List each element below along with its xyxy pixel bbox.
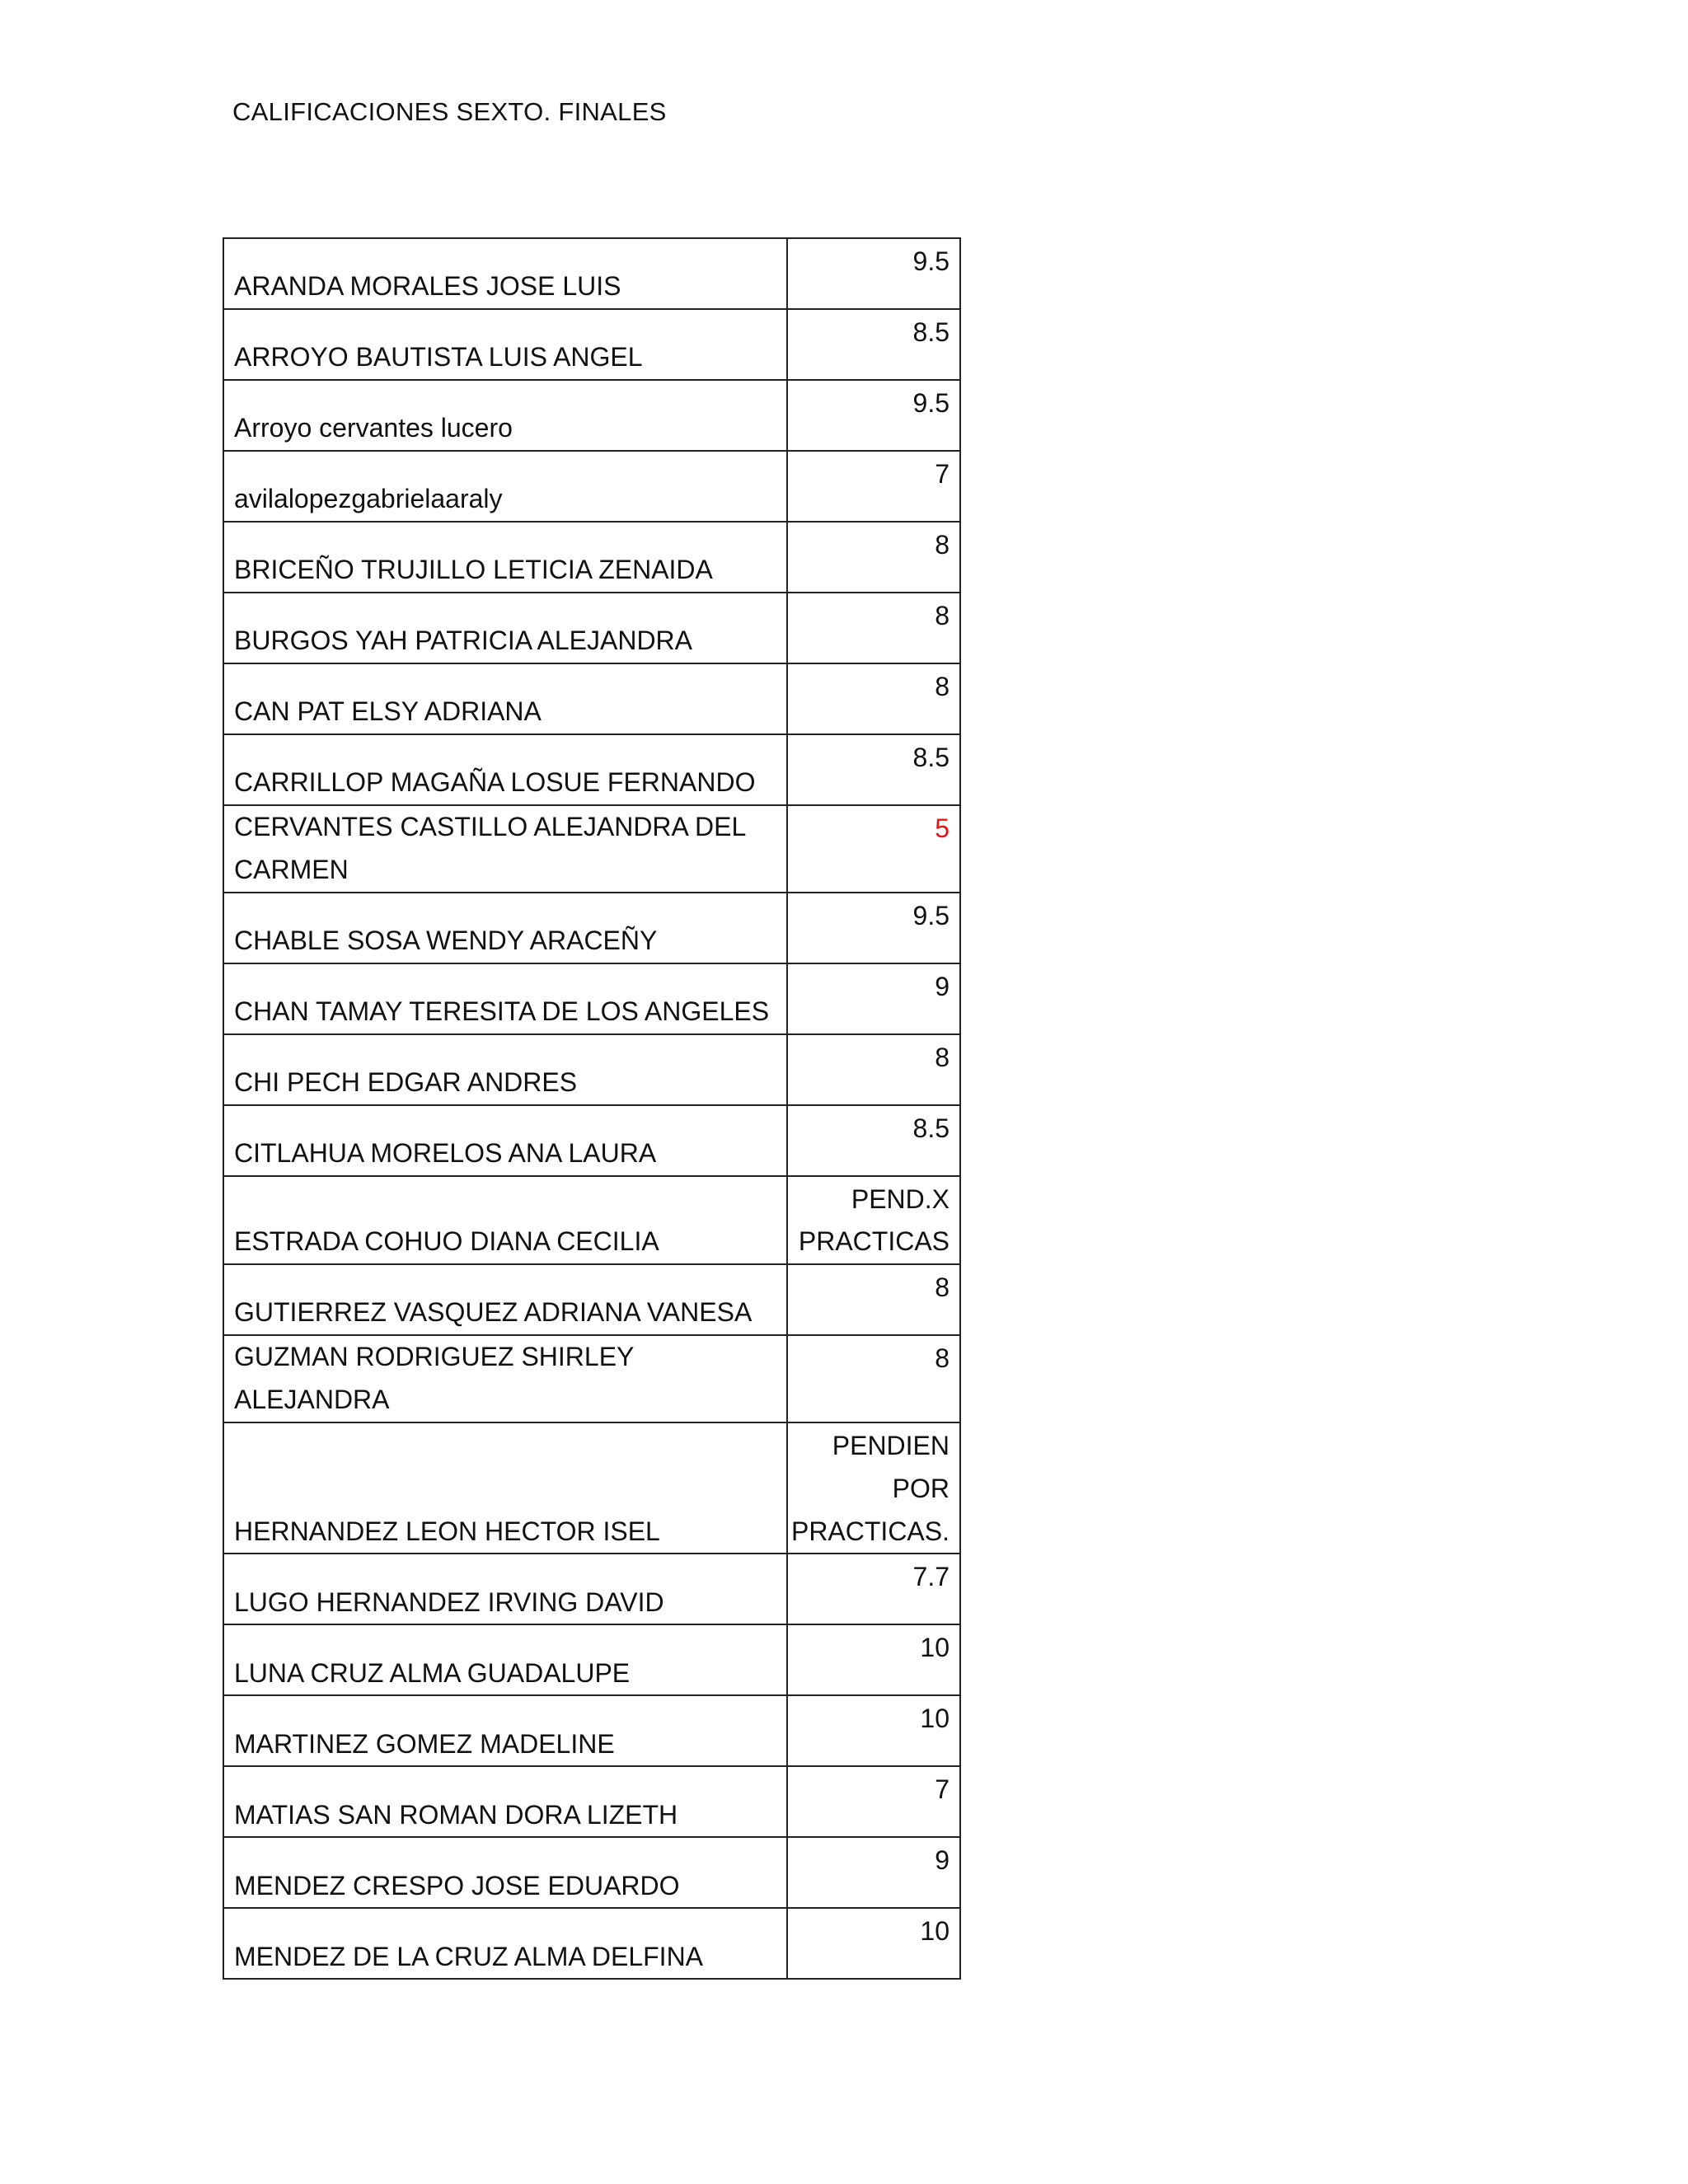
grade-value: 5 — [935, 813, 950, 843]
student-name: avilalopezgabrielaaraly — [234, 484, 503, 514]
student-name-cell — [223, 309, 787, 380]
grade-value: 10 — [920, 1633, 950, 1663]
student-name-cell — [223, 238, 787, 309]
table-row — [223, 1908, 960, 1979]
grade-value: 10 — [920, 1704, 950, 1734]
student-name-cell — [223, 963, 787, 1034]
grade-value: 8 — [935, 1343, 950, 1374]
grade-value: 8.5 — [912, 743, 950, 772]
grades-table — [223, 237, 961, 1980]
student-name-cell — [223, 1264, 787, 1335]
grade-value: 9.5 — [912, 388, 950, 418]
table-row — [223, 1554, 960, 1624]
student-name: HERNANDEZ LEON HECTOR ISEL — [234, 1516, 660, 1546]
grade-cell — [787, 522, 960, 593]
table-row — [223, 1335, 960, 1422]
grade-value: 8 — [935, 601, 950, 630]
student-name-cell — [223, 1766, 787, 1837]
grade-cell — [787, 1176, 960, 1265]
grade-cell — [787, 1264, 960, 1335]
grade-cell — [787, 893, 960, 963]
grade-value: PEND.X PRACTICAS — [798, 1183, 950, 1257]
student-name-cell — [223, 893, 787, 963]
grade-value: 9 — [935, 1845, 950, 1876]
student-name: BRICEÑO TRUJILLO LETICIA ZENAIDA — [234, 555, 713, 585]
table-row — [223, 805, 960, 893]
student-name-cell — [223, 1105, 787, 1176]
grade-value: 8 — [935, 1272, 950, 1303]
grade-cell — [787, 1695, 960, 1766]
student-name: LUNA CRUZ ALMA GUADALUPE — [234, 1657, 631, 1688]
grade-value: PENDIEN POR PRACTICAS. — [790, 1430, 950, 1546]
student-name-cell — [223, 522, 787, 593]
grade-value: 7 — [935, 1774, 950, 1805]
student-name-cell — [223, 1837, 787, 1908]
table-row — [223, 1105, 960, 1176]
table-row — [223, 451, 960, 522]
table-row — [223, 1837, 960, 1908]
student-name: ARROYO BAUTISTA LUIS ANGEL — [234, 342, 643, 373]
grade-cell — [787, 309, 960, 380]
student-name-cell — [223, 380, 787, 451]
student-name: Arroyo cervantes lucero — [234, 413, 513, 443]
student-name: ARANDA MORALES JOSE LUIS — [234, 271, 621, 302]
table-row — [223, 1264, 960, 1335]
table-row — [223, 1422, 960, 1554]
grade-value: 10 — [920, 1916, 950, 1947]
student-name-cell — [223, 451, 787, 522]
table-row — [223, 309, 960, 380]
grade-cell — [787, 593, 960, 663]
student-name: CITLAHUA MORELOS ANA LAURA — [234, 1137, 657, 1168]
student-name-cell — [223, 805, 787, 893]
student-name: LUGO HERNANDEZ IRVING DAVID — [234, 1586, 664, 1617]
table-row — [223, 593, 960, 663]
grade-cell — [787, 1422, 960, 1554]
grade-value: 8 — [935, 1042, 950, 1072]
table-row — [223, 522, 960, 593]
student-name-cell — [223, 1624, 787, 1695]
grade-value: 8.5 — [912, 1113, 950, 1143]
grade-value: 8 — [935, 530, 950, 560]
table-row — [223, 963, 960, 1034]
student-name-cell — [223, 1695, 787, 1766]
table-row — [223, 893, 960, 963]
grade-cell — [787, 1837, 960, 1908]
student-name: CHABLE SOSA WENDY ARACEÑY — [234, 925, 658, 955]
table-row — [223, 1034, 960, 1105]
student-name: ESTRADA COHUO DIANA CECILIA — [234, 1226, 659, 1257]
grades-table-body — [223, 238, 960, 1979]
student-name: CAN PAT ELSY ADRIANA — [234, 696, 542, 727]
student-name-cell — [223, 1422, 787, 1554]
student-name-cell — [223, 593, 787, 663]
table-row — [223, 238, 960, 309]
document-title: CALIFICACIONES SEXTO. FINALES — [232, 97, 667, 126]
student-name: MATIAS SAN ROMAN DORA LIZETH — [234, 1799, 678, 1830]
student-name-cell — [223, 734, 787, 805]
grade-cell — [787, 805, 960, 893]
grade-cell — [787, 963, 960, 1034]
table-row — [223, 663, 960, 734]
grade-cell — [787, 1766, 960, 1837]
grade-cell — [787, 1554, 960, 1624]
table-row — [223, 1695, 960, 1766]
student-name-cell — [223, 1554, 787, 1624]
grade-cell — [787, 663, 960, 734]
grade-cell — [787, 1624, 960, 1695]
student-name-cell — [223, 1908, 787, 1979]
table-row — [223, 734, 960, 805]
grade-cell — [787, 1335, 960, 1422]
grade-value: 9.5 — [912, 900, 950, 930]
student-name: CARRILLOP MAGAÑA LOSUE FERNANDO — [234, 767, 756, 798]
table-row — [223, 380, 960, 451]
grade-cell — [787, 1034, 960, 1105]
student-name-cell — [223, 1034, 787, 1105]
grade-value: 9 — [935, 971, 950, 1001]
student-name: CERVANTES CASTILLO ALEJANDRA DEL CARMEN — [234, 812, 746, 884]
student-name-cell — [223, 1335, 787, 1422]
grade-cell — [787, 734, 960, 805]
student-name: GUTIERREZ VASQUEZ ADRIANA VANESA — [234, 1297, 753, 1328]
grade-cell — [787, 1105, 960, 1176]
student-name: BURGOS YAH PATRICIA ALEJANDRA — [234, 626, 692, 656]
grade-cell — [787, 1908, 960, 1979]
table-row — [223, 1624, 960, 1695]
grade-value: 7 — [935, 459, 950, 489]
table-row — [223, 1176, 960, 1265]
grade-value: 7.7 — [912, 1562, 950, 1592]
student-name: MARTINEZ GOMEZ MADELINE — [234, 1728, 615, 1759]
student-name: MENDEZ CRESPO JOSE EDUARDO — [234, 1870, 680, 1900]
student-name: MENDEZ DE LA CRUZ ALMA DELFINA — [234, 1941, 704, 1971]
grade-value: 8.5 — [912, 317, 950, 347]
grade-value: 9.5 — [912, 246, 950, 276]
student-name-cell — [223, 1176, 787, 1265]
table-row — [223, 1766, 960, 1837]
student-name-cell — [223, 663, 787, 734]
student-name: GUZMAN RODRIGUEZ SHIRLEY ALEJANDRA — [234, 1342, 634, 1415]
student-name: CHAN TAMAY TERESITA DE LOS ANGELES — [234, 996, 770, 1026]
grade-cell — [787, 380, 960, 451]
grade-value: 8 — [935, 672, 950, 701]
grade-cell — [787, 238, 960, 309]
grade-cell — [787, 451, 960, 522]
student-name: CHI PECH EDGAR ANDRES — [234, 1066, 578, 1097]
